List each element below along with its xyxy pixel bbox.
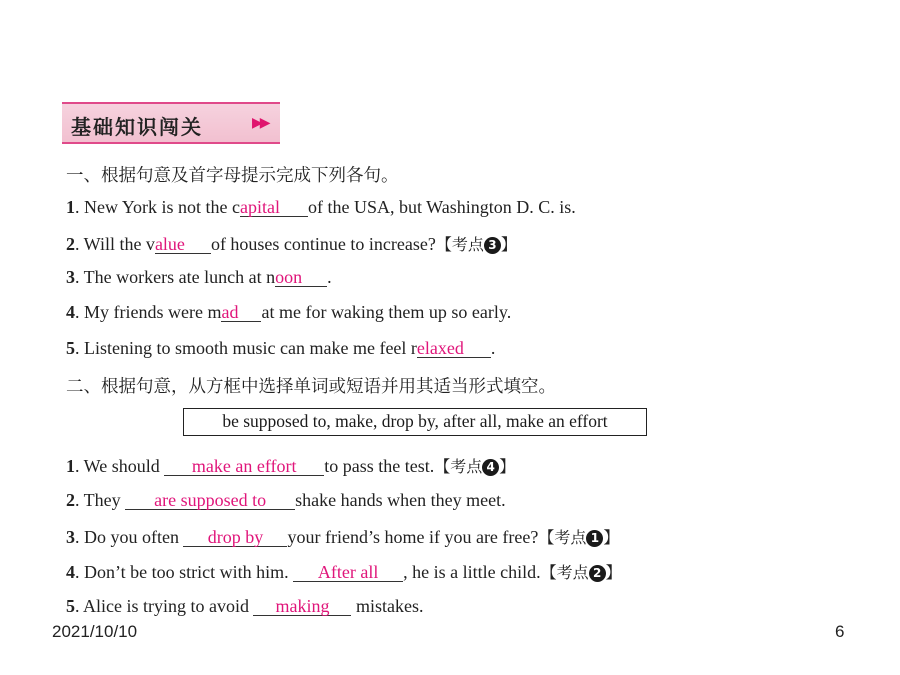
question-1-5: 5. Listening to smooth music can make me feel relaxed . <box>66 338 496 358</box>
answer-blank: making <box>253 597 351 616</box>
answer-blank: elaxed <box>417 339 491 358</box>
question-2-2: 2. They are supposed to shake hands when they meet. <box>66 490 506 510</box>
question-2-3: 3. Do you often drop by your friend’s home if you are free?【考点 1 】 <box>66 527 620 547</box>
question-2-5: 5. Alice is trying to avoid making mistakes. <box>66 596 424 616</box>
circled-number-icon: 1 <box>586 530 603 547</box>
banner-title: 基础知识闯关 <box>71 115 203 139</box>
answer-blank: After all <box>293 563 403 582</box>
answer-blank: oon <box>275 268 327 287</box>
question-2-1: 1. We should make an effort to pass the test.【考点 4 】 <box>66 456 516 476</box>
answer-blank: drop by <box>183 528 287 547</box>
answer-blank: are supposed to <box>125 491 295 510</box>
double-arrow-icon: ▶▶ <box>252 115 268 131</box>
circled-number-icon: 2 <box>589 565 606 582</box>
kaodian-tag: 【考点 1 】 <box>538 528 620 547</box>
section-banner <box>62 102 280 144</box>
answer-blank: apital <box>240 198 308 217</box>
kaodian-tag: 【考点 2 】 <box>540 563 622 582</box>
kaodian-tag: 【考点 3 】 <box>435 235 517 254</box>
question-1-2: 2. Will the value of houses continue to increase?【考点 3 】 <box>66 234 517 254</box>
section2-heading: 二、根据句意，从方框中选择单词或短语并用其适当形式填空。 <box>66 377 556 397</box>
question-2-4: 4. Don’t be too strict with him. After all , he is a little child.【考点 2 】 <box>66 562 622 582</box>
question-1-1: 1. New York is not the capital of the USA, but Washington D. C. is. <box>66 197 576 217</box>
footer-date: 2021/10/10 <box>52 622 138 641</box>
circled-number-icon: 4 <box>482 459 499 476</box>
answer-blank: ad <box>221 303 261 322</box>
answer-blank: make an effort <box>164 457 324 476</box>
question-1-4: 4. My friends were mad at me for waking them up so early. <box>66 302 512 322</box>
kaodian-tag: 【考点 4 】 <box>434 457 516 476</box>
circled-number-icon: 3 <box>484 237 501 254</box>
word-box: be supposed to, make, drop by, after all, make an effort <box>183 408 647 436</box>
question-1-3: 3. The workers ate lunch at noon . <box>66 267 332 287</box>
answer-blank: alue <box>155 235 211 254</box>
section1-heading: 一、根据句意及首字母提示完成下列各句。 <box>66 166 399 186</box>
page-number: 6 <box>835 622 845 641</box>
